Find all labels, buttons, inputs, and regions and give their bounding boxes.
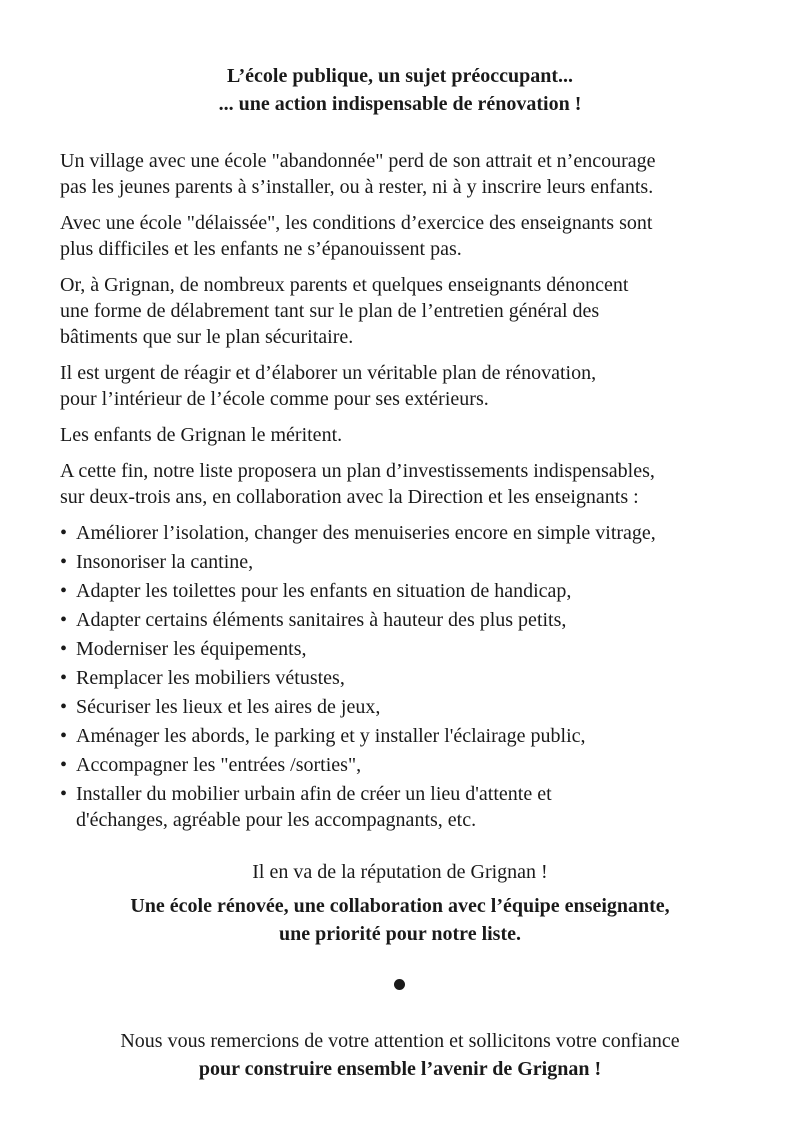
thanks-line-2: pour construire ensemble l’avenir de Grignan ! <box>198 1058 602 1080</box>
investment-bullet-list <box>60 520 760 833</box>
paragraph-line: Avec une école "délaissée", les conditions d’exercice des enseignants sont <box>60 212 653 234</box>
bullet-text: Accompagner les "entrées /sorties", <box>76 754 362 776</box>
bullet-item <box>60 549 760 575</box>
paragraph <box>60 422 760 448</box>
paragraph <box>60 148 760 200</box>
bullet-text: Sécuriser les lieux et les aires de jeux, <box>76 696 381 718</box>
paragraph-line: Un village avec une école "abandonnée" perd de son attrait et n’encourage <box>60 150 656 172</box>
paragraph-line: pas les jeunes parents à s’installer, ou à rester, ni à y inscrire leurs enfants. <box>60 176 654 198</box>
bullet-text: Moderniser les équipements, <box>76 638 307 660</box>
bullet-icon: • <box>60 754 68 776</box>
separator-dot <box>394 979 405 990</box>
bullet-item <box>60 694 760 720</box>
document-heading <box>0 62 800 118</box>
paragraph-line: Les enfants de Grignan le méritent. <box>60 424 343 446</box>
paragraph-line: Or, à Grignan, de nombreux parents et quelques enseignants dénoncent <box>60 274 629 296</box>
paragraph <box>60 272 760 350</box>
heading-line-1: L’école publique, un sujet préoccupant... <box>227 65 573 87</box>
bullet-text: Adapter les toilettes pour les enfants en situation de handicap, <box>76 580 572 602</box>
paragraph <box>60 210 760 262</box>
bullet-text: Adapter certains éléments sanitaires à hauteur des plus petits, <box>76 609 567 631</box>
bullet-text: Améliorer l’isolation, changer des menuiseries encore en simple vitrage, <box>76 522 656 544</box>
school-priority-line-2: une priorité pour notre liste. <box>278 923 522 945</box>
bullet-icon: • <box>60 522 68 544</box>
thanks-line-1: Nous vous remercions de votre attention et sollicitons votre confiance <box>120 1030 680 1052</box>
paragraph-line: plus difficiles et les enfants ne s’épanouissent pas. <box>60 238 462 260</box>
bullet-text: Remplacer les mobiliers vétustes, <box>76 667 345 689</box>
bullet-item <box>60 520 760 546</box>
paragraph-list <box>60 148 760 510</box>
bullet-icon: • <box>60 783 68 805</box>
bullet-item <box>60 607 760 633</box>
bullet-item <box>60 578 760 604</box>
bullet-item <box>60 665 760 691</box>
bullet-icon: • <box>60 696 68 718</box>
bullet-text: Aménager les abords, le parking et y installer l'éclairage public, <box>76 725 586 747</box>
school-priority-statement <box>0 892 800 948</box>
bullet-item <box>60 723 760 749</box>
bullet-text: d'échanges, agréable pour les accompagnants, etc. <box>76 809 477 831</box>
paragraph-line: bâtiments que sur le plan sécuritaire. <box>60 326 354 348</box>
heading-line-2: ... une action indispensable de rénovation ! <box>218 93 582 115</box>
bullet-text: Insonoriser la cantine, <box>76 551 254 573</box>
paragraph <box>60 458 760 510</box>
paragraph <box>60 360 760 412</box>
paragraph-line: pour l’intérieur de l’école comme pour ses extérieurs. <box>60 388 489 410</box>
paragraph-line: A cette fin, notre liste proposera un plan d’investissements indispensables, <box>60 460 655 482</box>
bullet-icon: • <box>60 551 68 573</box>
bullet-icon: • <box>60 667 68 689</box>
bullet-icon: • <box>60 725 68 747</box>
bullet-icon: • <box>60 638 68 660</box>
bullet-icon: • <box>60 609 68 631</box>
bullet-item <box>60 636 760 662</box>
paragraph-line: une forme de délabrement tant sur le plan de l’entretien général des <box>60 300 600 322</box>
thanks-statement <box>0 1027 800 1083</box>
school-priority-line-1: Une école rénovée, une collaboration avec l’équipe enseignante, <box>130 895 670 917</box>
bullet-icon: • <box>60 580 68 602</box>
paragraph-line: sur deux-trois ans, en collaboration avec la Direction et les enseignants : <box>60 486 639 508</box>
reputation-line: Il en va de la réputation de Grignan ! <box>252 861 548 883</box>
bullet-text: Installer du mobilier urbain afin de créer un lieu d'attente et <box>76 783 552 805</box>
paragraph-line: Il est urgent de réagir et d’élaborer un véritable plan de rénovation, <box>60 362 597 384</box>
bullet-item <box>60 781 760 833</box>
document-body <box>60 148 760 836</box>
bullet-item <box>60 752 760 778</box>
